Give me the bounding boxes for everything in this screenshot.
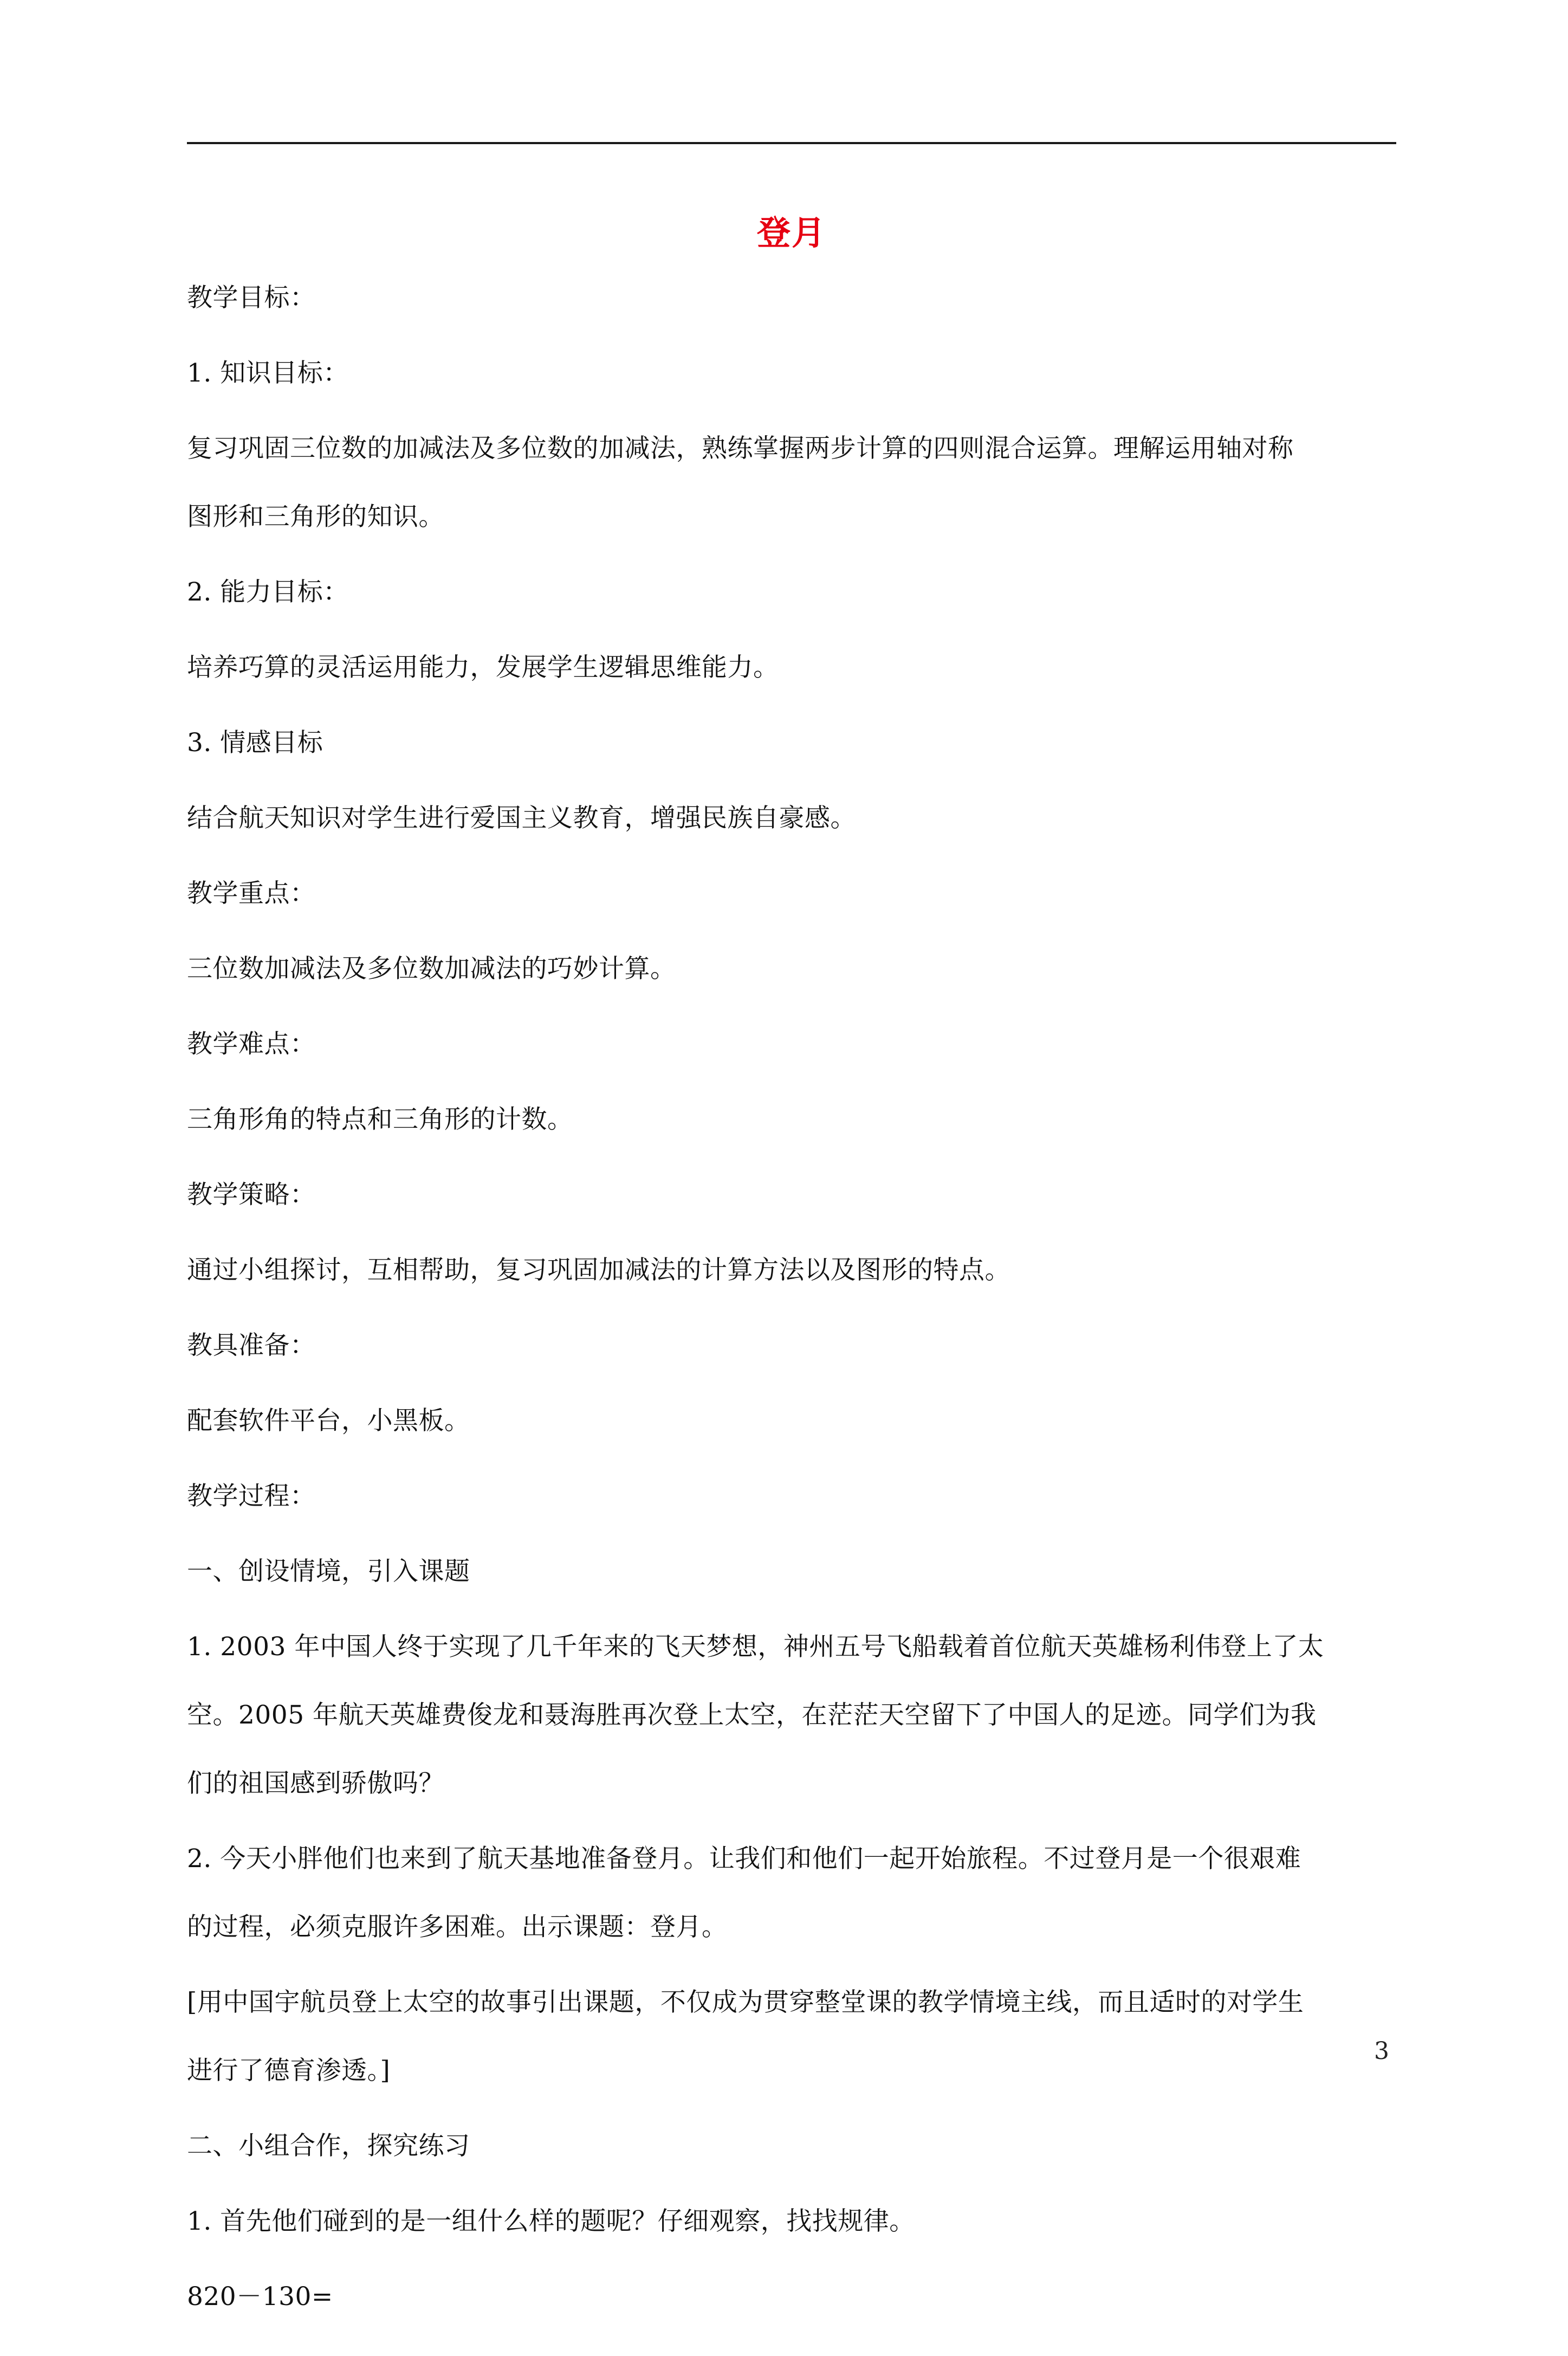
text-line: [用中国宇航员登上太空的故事引出课题，不仅成为贯穿整堂课的教学情境主线，而且适时的对学生 (187, 1987, 1304, 2017)
text-line: 通过小组探讨，互相帮助，复习巩固加减法的计算方法以及图形的特点。 (187, 1255, 1010, 1285)
text-line: 结合航天知识对学生进行爱国主义教育，增强民族自豪感。 (187, 803, 856, 833)
text-line: 教学策略： (187, 1180, 316, 1210)
text-line: 820－130= (187, 2282, 333, 2312)
text-line: 三角形角的特点和三角形的计数。 (187, 1105, 573, 1134)
text-line: 2. 能力目标： (187, 577, 349, 607)
text-line: 1. 首先他们碰到的是一组什么样的题呢？仔细观察，找找规律。 (187, 2206, 915, 2236)
text-line: 一、创设情境，引入课题 (187, 1557, 470, 1586)
text-line: 教学过程： (187, 1481, 316, 1511)
text-line: 1. 知识目标： (187, 358, 349, 388)
text-line: 教学难点： (187, 1029, 316, 1059)
text-line: 教学重点： (187, 879, 316, 908)
text-line: 空。2005 年航天英雄费俊龙和聂海胜再次登上太空，在茫茫天空留下了中国人的足迹。同学们为我 (187, 1700, 1317, 1730)
text-line: 2. 今天小胖他们也来到了航天基地准备登月。让我们和他们一起开始旅程。不过登月是一个很艰难 (187, 1844, 1301, 1874)
text-line: 三位数加减法及多位数加减法的巧妙计算。 (187, 954, 676, 984)
text-line: 3. 情感目标 (187, 728, 323, 758)
text-line: 进行了德育渗透。] (187, 2056, 391, 2086)
text-line: 二、小组合作，探究练习 (187, 2131, 470, 2161)
text-line: 复习巩固三位数的加减法及多位数的加减法，熟练掌握两步计算的四则混合运算。理解运用轴对称 (187, 434, 1294, 463)
document-body (187, 282, 1396, 2356)
text-line: 配套软件平台，小黑板。 (187, 1406, 470, 1436)
text-line: 们的祖国感到骄傲吗？ (187, 1768, 444, 1798)
page-title: 登月 (756, 213, 826, 253)
text-line: 图形和三角形的知识。 (187, 502, 444, 532)
text-line: 的过程，必须克服许多困难。出示课题：登月。 (187, 1912, 728, 1942)
header-rule (187, 142, 1396, 144)
page-number: 3 (1374, 2037, 1389, 2065)
text-line: 教具准备： (187, 1331, 316, 1360)
text-line: 教学目标： (187, 283, 316, 313)
text-line: 培养巧算的灵活运用能力，发展学生逻辑思维能力。 (187, 653, 779, 682)
text-line: 1. 2003 年中国人终于实现了几千年来的飞天梦想，神州五号飞船载着首位航天英雄杨利伟登上了太 (187, 1632, 1324, 1662)
